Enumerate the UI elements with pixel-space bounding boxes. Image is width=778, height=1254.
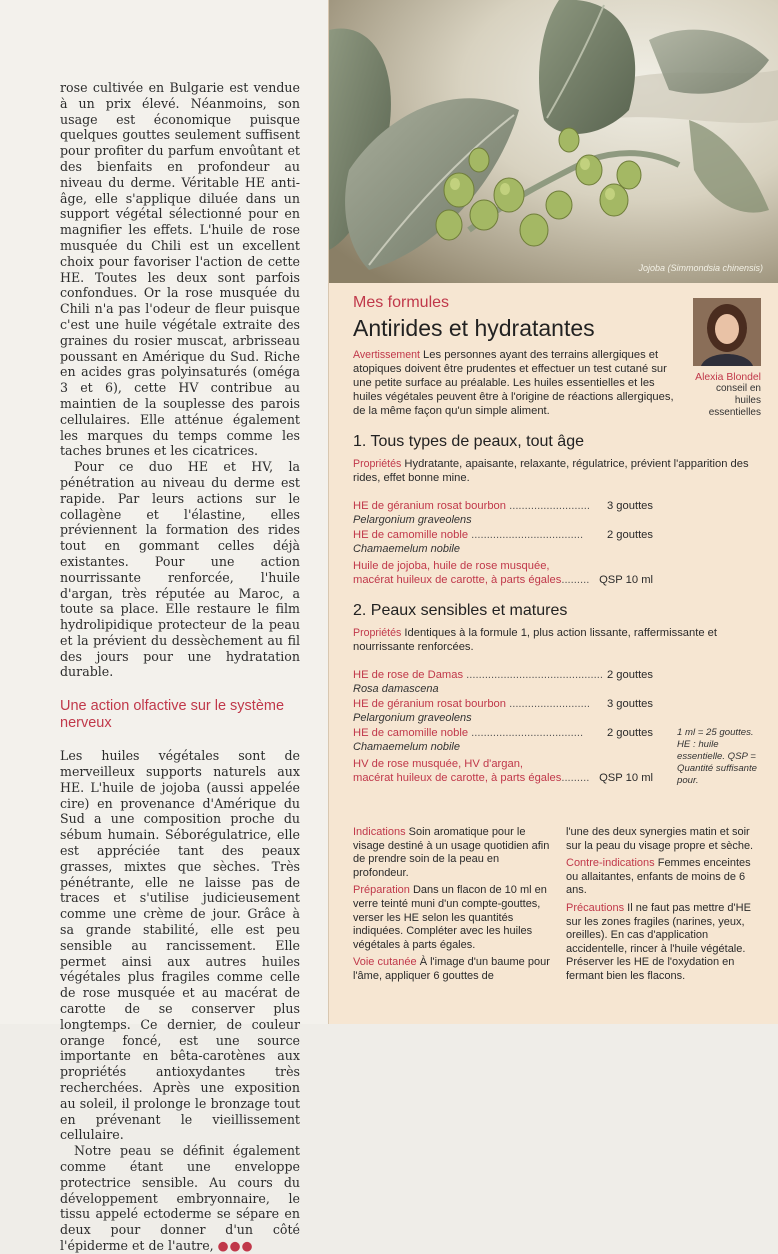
usage-details-left <box>353 826 551 988</box>
article-paragraph: Pour ce duo HE et HV, la pénétration au niveau du derme est rapide. Par leurs actions sur le collagène et l'élastine, elles préviennent la formation des rides tout en gommant celles déjà existantes. Pour une action nourrissante renforcée, l'huile d'argan, très réputée au Maroc, a toute sa place. Elle restaure le film hydrolipidique protecteur de la peau et la prévient du dessèchement au fil des jours pour une hydratation durable. <box>60 459 300 680</box>
properties-label: Propriétés <box>353 458 402 470</box>
ingredient-latin-name: Rosa damascena <box>353 683 439 695</box>
ingredient-row: HE de camomille noble .................................... 2 gouttes <box>353 727 653 739</box>
article-paragraph: Les huiles végétales sont de merveilleux supports naturels aux HE. L'huile de jojoba (aussi appelée cire) en provenance d'Amérique du Sud a une composition proche du sébum humain. Séborégulatrice, elle est appréciée tant des peaux grasses, mixtes que sèches. Très pénétrante, elle ne laisse pas de traces et s'utilise judicieusement comme une crème de jour. Grâce à sa grande stabilité, elle est peu sensible au rancissement. Elle permet ainsi aux autres huiles végétales plus fragiles comme celle de rose musquée et au macérat de carotte de se conserver plus longtemps. Ce dernier, de couleur orange foncé, est une source importante en bêta-carotènes aux propriétés antioxydantes très recherchées. Après une exposition au soleil, il prolonge le bronzage tout en prévenant le vieillissement cellulaire. <box>60 748 300 1143</box>
ingredient-row: HE de camomille noble .................................... 2 gouttes <box>353 529 653 541</box>
ingredient-latin-name: Chamaemelum nobile <box>353 543 460 555</box>
carrier-line: macérat huileux de carotte, à parts égales <box>353 574 562 586</box>
continuation-marker: ●●● <box>217 1237 254 1253</box>
jojoba-plant-illustration <box>329 0 778 283</box>
carrier-line: Huile de jojoba, huile de rose musquée, <box>353 560 550 572</box>
ingredient-row: HE de géranium rosat bourbon .......................... 3 gouttes <box>353 500 653 512</box>
detail-text: Femmes enceintes ou allaitantes, enfants de moins de 6 ans. <box>566 857 751 897</box>
detail-text: Il ne faut pas mettre d'HE sur les zones fragiles (narines, yeux, oreilles). En cas d'application accidentelle, rincer à l'huile végétale. Préserver les HE de l'oxydation en fermant bien les flacons. <box>566 901 751 982</box>
jojoba-photo <box>329 0 778 283</box>
detail-paragraph <box>353 826 551 880</box>
ingredient-quantity: 3 gouttes <box>606 500 653 512</box>
detail-paragraph <box>566 826 764 853</box>
warning-block <box>353 348 681 418</box>
carrier-quantity: QSP 10 ml <box>599 574 653 586</box>
glossary-note: 1 ml = 25 gouttes. HE : huile essentielle. QSP = Quantité suffisante pour. <box>677 727 757 786</box>
ingredient-latin-name: Pelargonium graveolens <box>353 712 472 724</box>
formula-1-properties <box>353 457 765 485</box>
ingredient-row: HE de géranium rosat bourbon .......................... 3 gouttes <box>353 698 653 710</box>
ingredient-latin-name: Pelargonium graveolens <box>353 514 472 526</box>
detail-label: Précautions <box>566 901 625 914</box>
ingredient-quantity: 2 gouttes <box>606 529 653 541</box>
right-page <box>328 0 778 1024</box>
author-role: conseil en huiles essentielles <box>708 383 761 418</box>
article-paragraph <box>60 1143 300 1254</box>
carrier-row: HV de rose musquée, HV d'argan, macérat huileux de carotte, à parts égales......... QSP 10 ml <box>353 758 653 784</box>
ingredient-name: HE de camomille noble <box>353 529 469 541</box>
detail-text: Dans un flacon de 10 ml en verre teinté muni d'un compte-gouttes, verser les HE selon les quantités indiquées. Compléter avec les huiles végétales à parts égales. <box>353 884 547 951</box>
author-photo <box>693 298 761 366</box>
ingredient-name: HE de géranium rosat bourbon <box>353 500 506 512</box>
formula-1-ingredients <box>353 499 765 587</box>
photo-caption: Jojoba (Simmondsia chinensis) <box>638 263 763 273</box>
detail-label: Indications <box>353 826 406 838</box>
detail-paragraph <box>566 902 764 984</box>
ingredient-latin-name: Chamaemelum nobile <box>353 741 460 753</box>
ingredient-quantity: 2 gouttes <box>606 727 653 739</box>
properties-text: Hydratante, apaisante, relaxante, régulatrice, prévient l'apparition des rides, effet bonne mine. <box>353 458 749 484</box>
warning-label: Avertissement <box>353 349 420 361</box>
author-box <box>691 298 761 419</box>
usage-details-right <box>566 826 764 988</box>
properties-label: Propriétés <box>353 627 402 639</box>
carrier-line: HV de rose musquée, HV d'argan, <box>353 758 524 770</box>
page-title: Antirides et hydratantes <box>353 315 595 341</box>
warning-text: Les personnes ayant des terrains allergiques et atopiques doivent être prudentes et effectuer un test cutané sur une petite surface au préalable. Les huiles essentielles et les huiles végétales peuvent être à l'origine de réactions allergiques, de la même façon qu'un simple aliment. <box>353 349 674 417</box>
detail-label: Voie cutanée <box>353 956 417 969</box>
detail-text: l'une des deux synergies matin et soir sur la peau du visage propre et sèche. <box>566 826 754 852</box>
formula-2-heading: 2. Peaux sensibles et matures <box>353 602 568 619</box>
detail-label: Préparation <box>353 884 410 897</box>
carrier-quantity: QSP 10 ml <box>599 772 653 784</box>
left-page <box>0 0 328 1253</box>
detail-paragraph <box>353 884 551 952</box>
detail-paragraph <box>353 956 551 983</box>
section-heading: Une action olfactive sur le système nerveux <box>60 698 285 732</box>
detail-text: Soin aromatique pour le visage destiné à un usage quotidien afin de prendre soin de la peau en profondeur. <box>353 826 550 879</box>
author-name: Alexia Blondel <box>695 372 761 383</box>
detail-paragraph <box>566 857 764 898</box>
properties-text: Identiques à la formule 1, plus action lissante, raffermissante et nourrissante renforcées. <box>353 627 717 653</box>
carrier-row: Huile de jojoba, huile de rose musquée, macérat huileux de carotte, à parts égales......... QSP 10 ml <box>353 560 653 586</box>
ingredient-row: HE de rose de Damas ............................................ 2 gouttes <box>353 669 653 681</box>
carrier-line: macérat huileux de carotte, à parts égales <box>353 772 562 784</box>
article-column <box>60 80 300 1254</box>
article-paragraph: rose cultivée en Bulgarie est vendue à un prix élevé. Néanmoins, son usage est économique puisque quelques gouttes seulement suffisent pour profiter du parfum envoûtant et des bienfaits en profondeur au niveau du derme. Véritable HE anti-âge, elle s'applique diluée dans un support végétal sélectionné pour en magnifier les effets. L'huile de rose musquée du Chili est un excellent choix pour favoriser l'action de cette HE. Toutes les deux sont parfois confondues. Or la rose musquée du Chili n'a pas l'odeur de fleur puisque c'est une huile végétale extraite des graines du rosier muscat, arbrisseau poussant en Amérique du Sud. Riche en acides gras polyinsaturés (oméga 3 et 6), cette HV contribue au maintien de la souplesse des parois cellulaires. Elle atténue également les marques du temps comme les taches brunes et les cicatrices. <box>60 80 300 459</box>
author-portrait <box>693 298 761 366</box>
ingredient-quantity: 3 gouttes <box>606 698 653 710</box>
detail-label: Contre-indications <box>566 857 655 870</box>
formula-2-properties <box>353 626 765 654</box>
ingredient-quantity: 2 gouttes <box>606 669 653 681</box>
section-kicker: Mes formules <box>353 294 450 311</box>
ingredient-name: HE de géranium rosat bourbon <box>353 698 506 710</box>
ingredient-name: HE de camomille noble <box>353 727 469 739</box>
article-paragraph-text: Notre peau se définit également comme étant une enveloppe protectrice sensible. Au cours du développement embryonnaire, le tissu appelé ectoderme se sépare en deux pour donner d'un côté l'épiderme et de l'autre, <box>60 1143 300 1253</box>
detail-text: À l'image d'un baume pour l'âme, appliquer 6 gouttes de <box>353 956 550 982</box>
formula-1-heading: 1. Tous types de peaux, tout âge <box>353 433 584 450</box>
ingredient-name: HE de rose de Damas <box>353 669 464 681</box>
